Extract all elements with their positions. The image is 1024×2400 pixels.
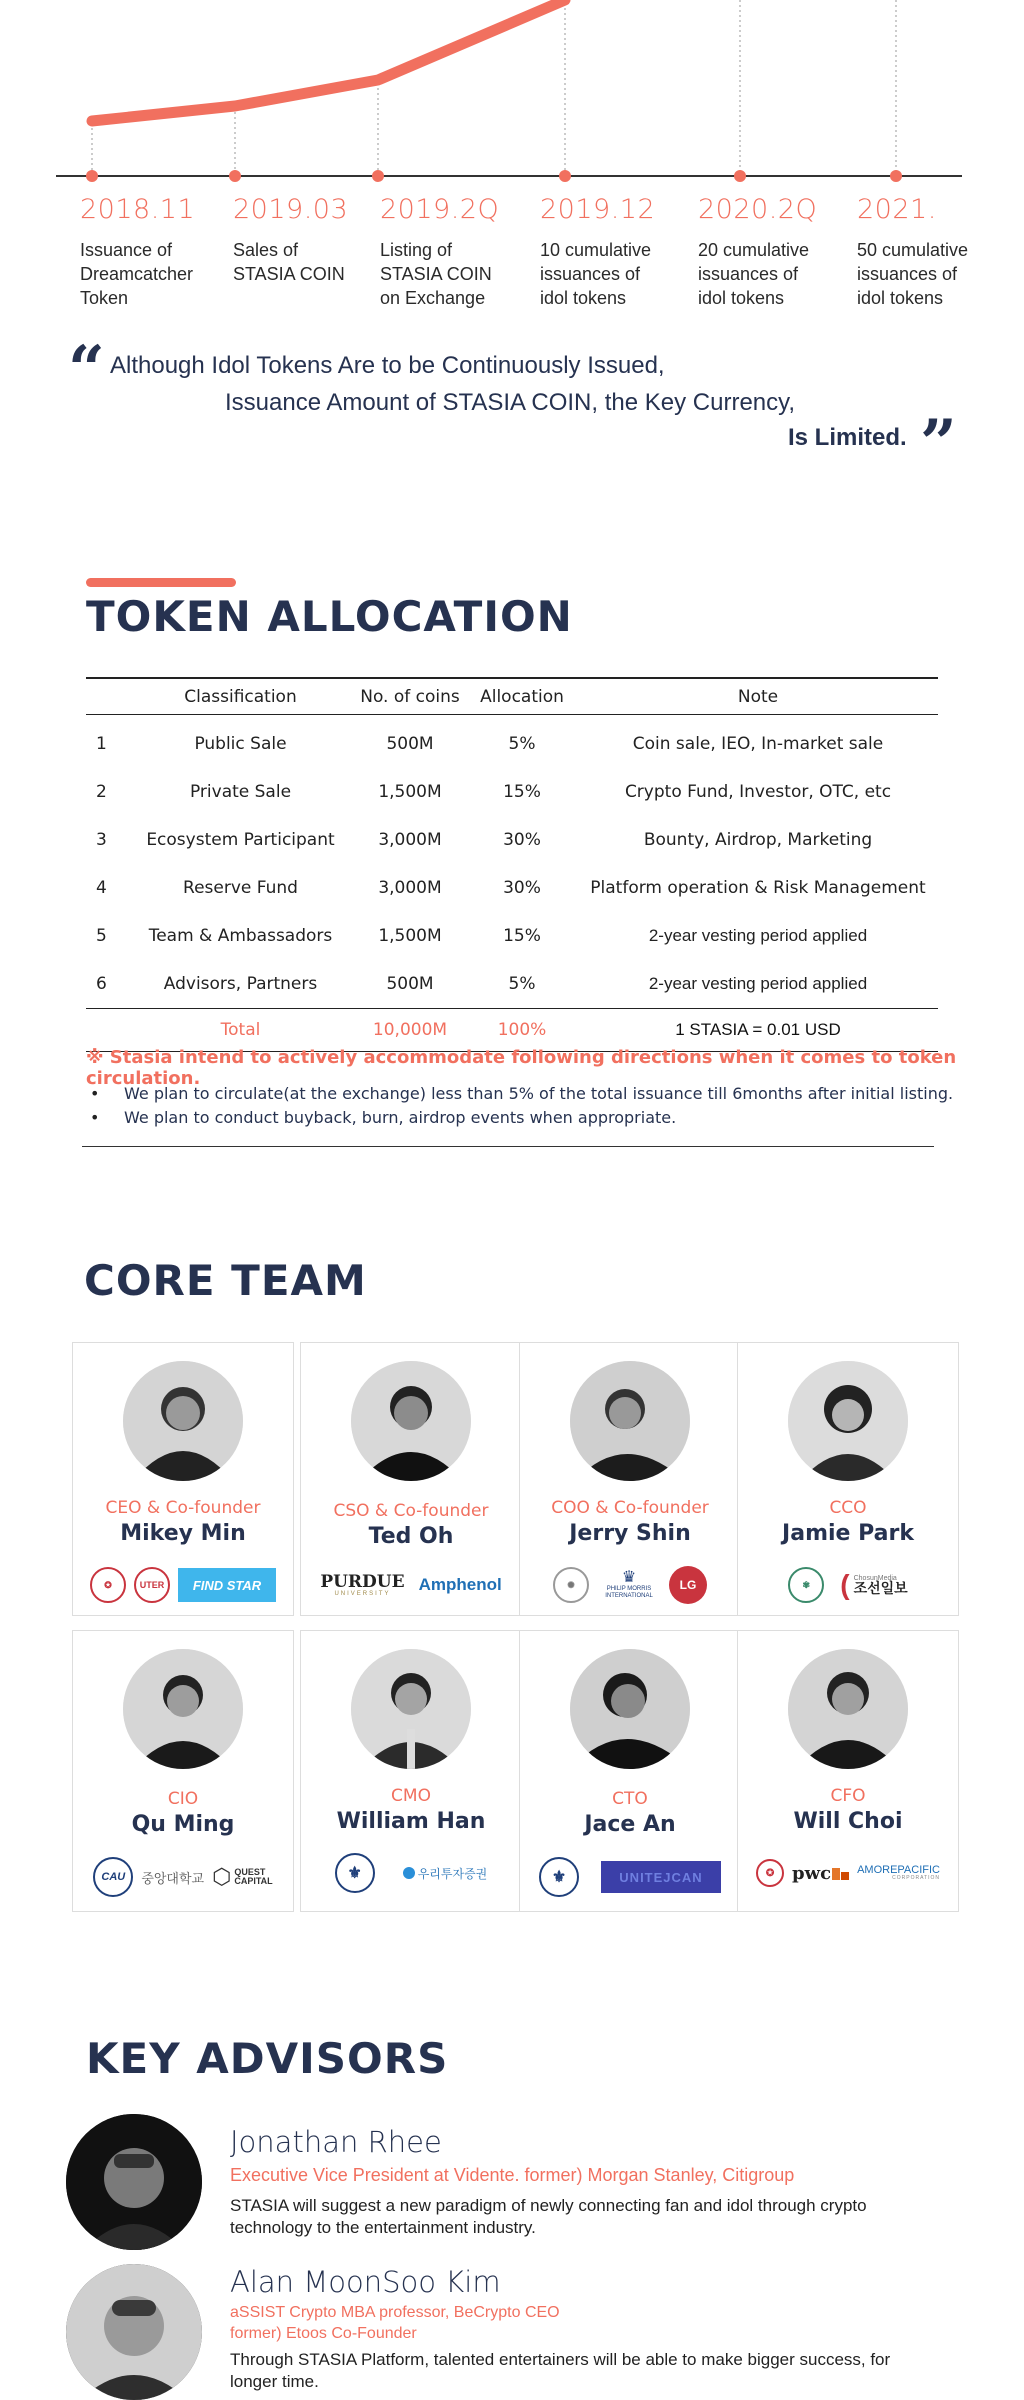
row-number: 2 xyxy=(96,782,107,802)
avatar xyxy=(351,1649,471,1769)
university-seal-icon: ✪ xyxy=(90,1567,126,1603)
team-card-mikey-min xyxy=(72,1342,294,1616)
milestone-desc: 10 cumulative issuances of idol tokens xyxy=(540,240,652,308)
milestone-date: 2018.11 xyxy=(80,194,196,225)
row-number: 3 xyxy=(96,830,107,850)
allocation-cell: 30% xyxy=(503,830,541,850)
member-name: Qu Ming xyxy=(131,1812,235,1837)
avatar xyxy=(570,1649,690,1769)
classification-cell: Reserve Fund xyxy=(183,878,298,898)
note-cell: Coin sale, IEO, In-market sale xyxy=(632,734,884,754)
member-role: CTO xyxy=(612,1789,648,1809)
note-cell: 2-year vesting period applied xyxy=(648,974,868,993)
member-role: CCO xyxy=(829,1498,867,1518)
university-seal-icon: ✺ xyxy=(553,1567,589,1603)
circulation-notice: ※ Stasia intend to actively accommodate following directions when it comes to token circulation. xyxy=(86,1047,957,1089)
total-label: Total xyxy=(127,1009,354,1052)
coins-cell: 500M xyxy=(386,734,434,754)
milestone-date: 2020.2Q xyxy=(698,194,818,225)
team-card-ted-oh xyxy=(300,1342,522,1616)
timeline-dot xyxy=(372,170,384,182)
avatar xyxy=(788,1649,908,1769)
milestone-desc: Sales of STASIA COIN xyxy=(233,240,345,284)
member-role: CEO & Co-founder xyxy=(105,1498,261,1518)
table-row xyxy=(86,960,938,1009)
row-number: 5 xyxy=(96,926,107,946)
row-number: 4 xyxy=(96,878,107,898)
pwc-logo: pwc xyxy=(792,1863,849,1884)
allocation-cell: 15% xyxy=(503,782,541,802)
table-header: Note xyxy=(578,678,938,715)
university-seal-icon: ⚜ xyxy=(335,1853,375,1893)
table-row xyxy=(86,768,938,816)
classification-cell: Advisors, Partners xyxy=(163,974,318,994)
avatar xyxy=(123,1361,243,1481)
lg-logo: LG xyxy=(669,1566,707,1604)
coins-cell: 1,500M xyxy=(378,926,442,946)
table-header: No. of coins xyxy=(354,678,466,715)
find-star-logo: FIND STAR xyxy=(178,1568,276,1602)
chosun-logo: ( ChosunMedia 조선일보 xyxy=(840,1569,908,1600)
allocation-cell: 15% xyxy=(503,926,541,946)
allocation-cell: 30% xyxy=(503,878,541,898)
member-logos xyxy=(738,1565,958,1605)
key-advisors-title: KEY ADVISORS xyxy=(86,2034,449,2083)
row-number: 6 xyxy=(96,974,107,994)
open-quote-icon: “ xyxy=(68,332,105,407)
team-card-jace-an xyxy=(519,1630,741,1912)
core-team-title: CORE TEAM xyxy=(84,1256,367,1305)
table-row xyxy=(86,715,938,769)
advisor-title: aSSIST Crypto MBA professor, BeCrypto CEO former) Etoos Co-Founder xyxy=(230,2304,560,2342)
university-seal-icon: ⚜ xyxy=(539,1857,579,1897)
team-card-jamie-park xyxy=(737,1342,959,1616)
note-cell: Bounty, Airdrop, Marketing xyxy=(643,830,873,850)
advisor-desc: Through STASIA Platform, talented entertainers will be able to make bigger success, for longer time. xyxy=(230,2350,891,2391)
note-cell: 2-year vesting period applied xyxy=(648,926,868,945)
avatar xyxy=(123,1649,243,1769)
member-role: CIO xyxy=(167,1789,199,1809)
team-card-jerry-shin xyxy=(519,1342,741,1616)
milestone-desc: 20 cumulative issuances of idol tokens xyxy=(698,240,810,308)
row-number xyxy=(86,1009,127,1052)
cau-logo: CAU xyxy=(93,1857,133,1897)
quote-line: Although Idol Tokens Are to be Continuously Issued, xyxy=(110,352,665,379)
milestone-date: 2019.03 xyxy=(233,194,349,225)
member-name: William Han xyxy=(336,1809,486,1834)
coins-cell: 500M xyxy=(386,974,434,994)
member-logos xyxy=(520,1565,740,1605)
amphenol-logo: Amphenol xyxy=(418,1575,502,1594)
philip-morris-logo: ♛ PHILIP MORRIS INTERNATIONAL xyxy=(605,1569,653,1599)
quest-capital-logo: ⬡ QUEST CAPITAL xyxy=(212,1864,273,1889)
advisor-photo xyxy=(66,2264,202,2400)
uter-logo: UTER xyxy=(134,1567,170,1603)
table-row xyxy=(86,912,938,960)
member-name: Mikey Min xyxy=(120,1521,246,1546)
classification-cell: Private Sale xyxy=(189,782,292,802)
table-row xyxy=(86,816,938,864)
list-item: • We plan to conduct buyback, burn, airdrop events when appropriate. xyxy=(90,1106,953,1130)
milestone-date: 2021. xyxy=(857,194,937,225)
advisor-title: Executive Vice President at Vidente. former) Morgan Stanley, Citigroup xyxy=(230,2165,795,2185)
member-logos xyxy=(73,1857,293,1897)
timeline-dot xyxy=(734,170,746,182)
close-quote-icon: ” xyxy=(920,406,957,481)
member-name: Will Choi xyxy=(793,1809,903,1834)
milestone-date: 2019.12 xyxy=(540,194,656,225)
member-name: Jamie Park xyxy=(782,1521,914,1546)
advisor-desc: STASIA will suggest a new paradigm of newly connecting fan and idol through crypto technology to the entertainment industry. xyxy=(230,2196,867,2237)
token-allocation-title: TOKEN ALLOCATION xyxy=(86,592,573,641)
note-cell: Crypto Fund, Investor, OTC, etc xyxy=(624,782,892,802)
list-item: • We plan to circulate(at the exchange) less than 5% of the total issuance till 6months after initial listing. xyxy=(90,1082,953,1106)
table-header: Classification xyxy=(127,678,354,715)
milestone-date: 2019.2Q xyxy=(380,194,500,225)
chung-ang-university-logo: 중앙대학교 xyxy=(141,1871,205,1887)
classification-cell: Team & Ambassadors xyxy=(148,926,333,946)
avatar xyxy=(570,1361,690,1481)
coins-cell: 3,000M xyxy=(378,878,442,898)
total-note: 1 STASIA = 0.01 USD xyxy=(578,1009,938,1052)
section-accent-bar xyxy=(86,578,236,587)
section-divider xyxy=(82,1146,934,1147)
unitejcan-logo: UNITEJCAN xyxy=(601,1861,721,1893)
team-card-william-han xyxy=(300,1630,522,1912)
university-seal-icon: ✾ xyxy=(788,1567,824,1603)
table-header-row xyxy=(86,678,938,715)
allocation-cell: 5% xyxy=(508,734,536,754)
team-card-qu-ming xyxy=(72,1630,294,1912)
member-logos xyxy=(301,1565,521,1605)
advisor-name: Alan MoonSoo Kim xyxy=(230,2265,501,2299)
total-allocation: 100% xyxy=(466,1009,578,1052)
member-logos xyxy=(73,1565,293,1605)
classification-cell: Ecosystem Participant xyxy=(146,830,335,850)
table-header xyxy=(86,678,127,715)
team-card-will-choi xyxy=(737,1630,959,1912)
university-seal-icon: ✪ xyxy=(756,1859,784,1887)
allocation-cell: 5% xyxy=(508,974,536,994)
note-cell: Platform operation & Risk Management xyxy=(590,878,926,898)
table-header: Allocation xyxy=(466,678,578,715)
allocation-table xyxy=(86,677,938,1052)
advisor-photo xyxy=(66,2114,202,2250)
member-role: CFO xyxy=(830,1786,866,1806)
member-role: CSO & Co-founder xyxy=(333,1501,489,1521)
member-role: CMO xyxy=(391,1786,431,1806)
quote-line: Issuance Amount of STASIA COIN, the Key Currency, xyxy=(225,389,796,416)
advisor-name: Jonathan Rhee xyxy=(230,2125,442,2159)
table-total-row xyxy=(86,1009,938,1052)
table-row xyxy=(86,864,938,912)
timeline-dot xyxy=(86,170,98,182)
timeline-dot xyxy=(229,170,241,182)
timeline-dot xyxy=(559,170,571,182)
milestone-desc: Listing of STASIA COIN on Exchange xyxy=(380,240,492,308)
total-coins: 10,000M xyxy=(354,1009,466,1052)
quote-line: Is Limited. xyxy=(788,424,907,451)
avatar xyxy=(351,1361,471,1481)
timeline-dot xyxy=(890,170,902,182)
member-logos xyxy=(738,1853,958,1893)
milestone-desc: 50 cumulative issuances of idol tokens xyxy=(857,240,969,308)
growth-curve xyxy=(92,0,565,121)
member-role: COO & Co-founder xyxy=(551,1498,709,1518)
member-logos xyxy=(301,1853,521,1893)
purdue-logo: PURDUE UNIVERSITY xyxy=(320,1571,405,1597)
row-number: 1 xyxy=(96,734,107,754)
member-name: Ted Oh xyxy=(368,1524,454,1549)
woori-securities-logo: 우리투자증권 xyxy=(403,1865,488,1882)
coins-cell: 3,000M xyxy=(378,830,442,850)
avatar xyxy=(788,1361,908,1481)
classification-cell: Public Sale xyxy=(194,734,287,754)
member-name: Jace An xyxy=(584,1812,676,1837)
member-logos xyxy=(520,1857,740,1897)
amorepacific-logo: AMOREPACIFIC CORPORATION xyxy=(857,1864,940,1881)
milestone-desc: Issuance of Dreamcatcher Token xyxy=(80,240,194,308)
circulation-bullets xyxy=(90,1082,953,1130)
coins-cell: 1,500M xyxy=(378,782,442,802)
member-name: Jerry Shin xyxy=(569,1521,691,1546)
